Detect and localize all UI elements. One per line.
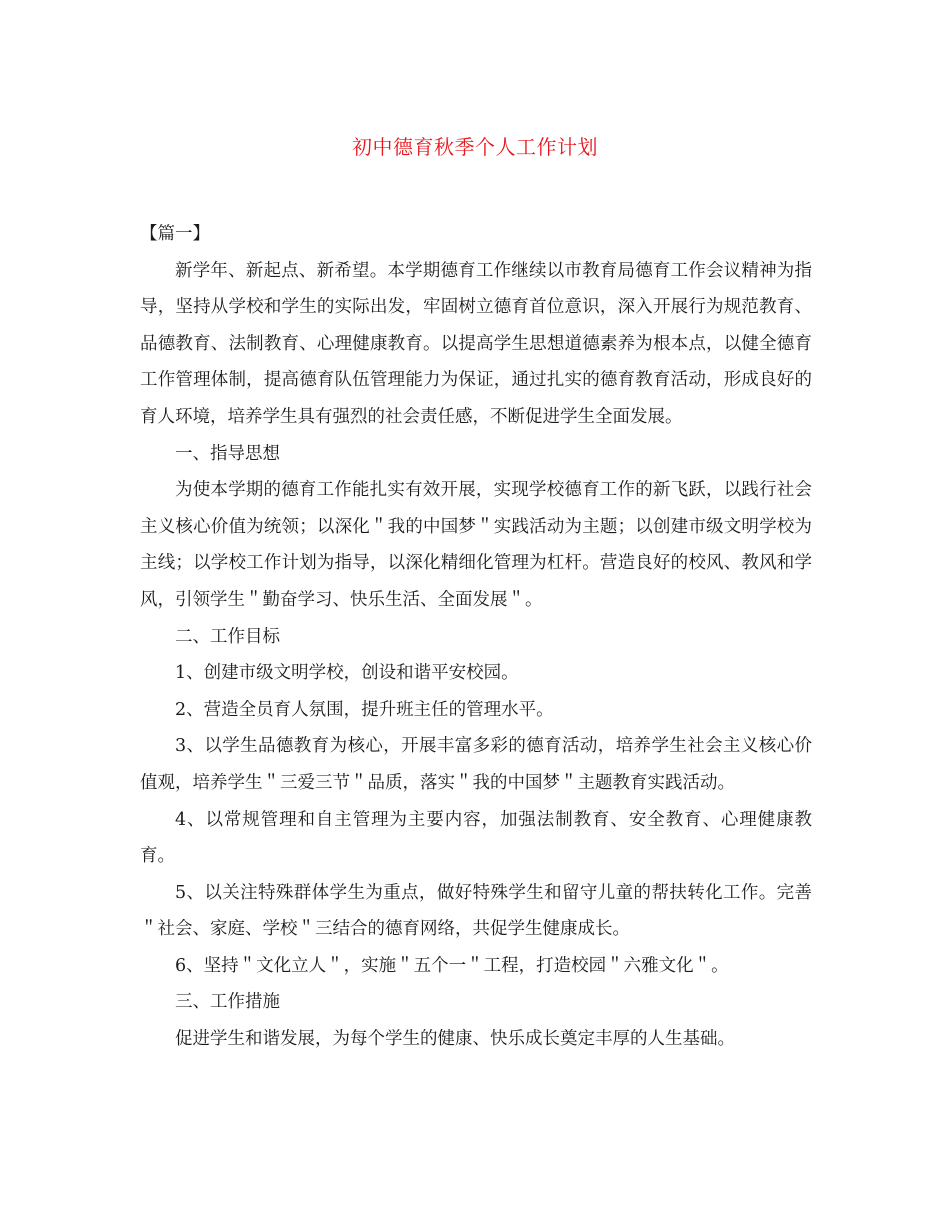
goal-item: 3、以学生品德教育为核心，开展丰富多彩的德育活动，培养学生社会主义核心价值观，培养学生＂三爱三节＂品质，落实＂我的中国梦＂主题教育实践活动。 [140,736,812,793]
document-title: 初中德育秋季个人工作计划 [352,135,598,159]
goal-item: 6、坚持＂文化立人＂，实施＂五个一＂工程，打造校园＂六雅文化＂。 [175,955,729,976]
goal-item: 5、以关注特殊群体学生为重点，做好特殊学生和留守儿童的帮扶转化工作。完善＂社会、家庭、学校＂三结合的德育网络，共促学生健康成长。 [140,882,812,940]
goal-item: 1、创建市级文明学校，创设和谐平安校园。 [175,663,519,684]
heading-work-measures: 三、工作措施 [175,992,280,1013]
document-body [140,216,812,1058]
heading-work-goals: 二、工作目标 [175,626,280,647]
guiding-paragraph: 为使本学期的德育工作能扎实有效开展，实现学校德育工作的新飞跃，以践行社会主义核心价值为统领；以深化＂我的中国梦＂实践活动为主题；以创建市级文明学校为主线；以学校工作计划为指导，以深化精细化管理为杠杆。营造良好的校风、教风和学风，引领学生＂勤奋学习、快乐生活、全面发展＂。 [140,480,812,610]
section-label: 【篇一】 [140,224,210,244]
measures-paragraph: 促进学生和谐发展，为每个学生的健康、快乐成长奠定丰厚的人生基础。 [175,1029,735,1050]
goal-item: 4、以常规管理和自主管理为主要内容，加强法制教育、安全教育、心理健康教育。 [140,809,812,867]
heading-guiding-ideology: 一、指导思想 [175,443,280,464]
intro-paragraph: 新学年、新起点、新希望。本学期德育工作继续以市教育局德育工作会议精神为指导，坚持从学校和学生的实际出发，牢固树立德育首位意识，深入开展行为规范教育、品德教育、法制教育、心理健康教育。以提高学生思想道德素养为根本点，以健全德育工作管理体制，提高德育队伍管理能力为保证，通过扎实的德育教育活动，形成良好的育人环境，培养学生具有强烈的社会责任感，不断促进学生全面发展。 [140,260,812,427]
goal-item: 2、营造全员育人氛围，提升班主任的管理水平。 [175,699,554,720]
